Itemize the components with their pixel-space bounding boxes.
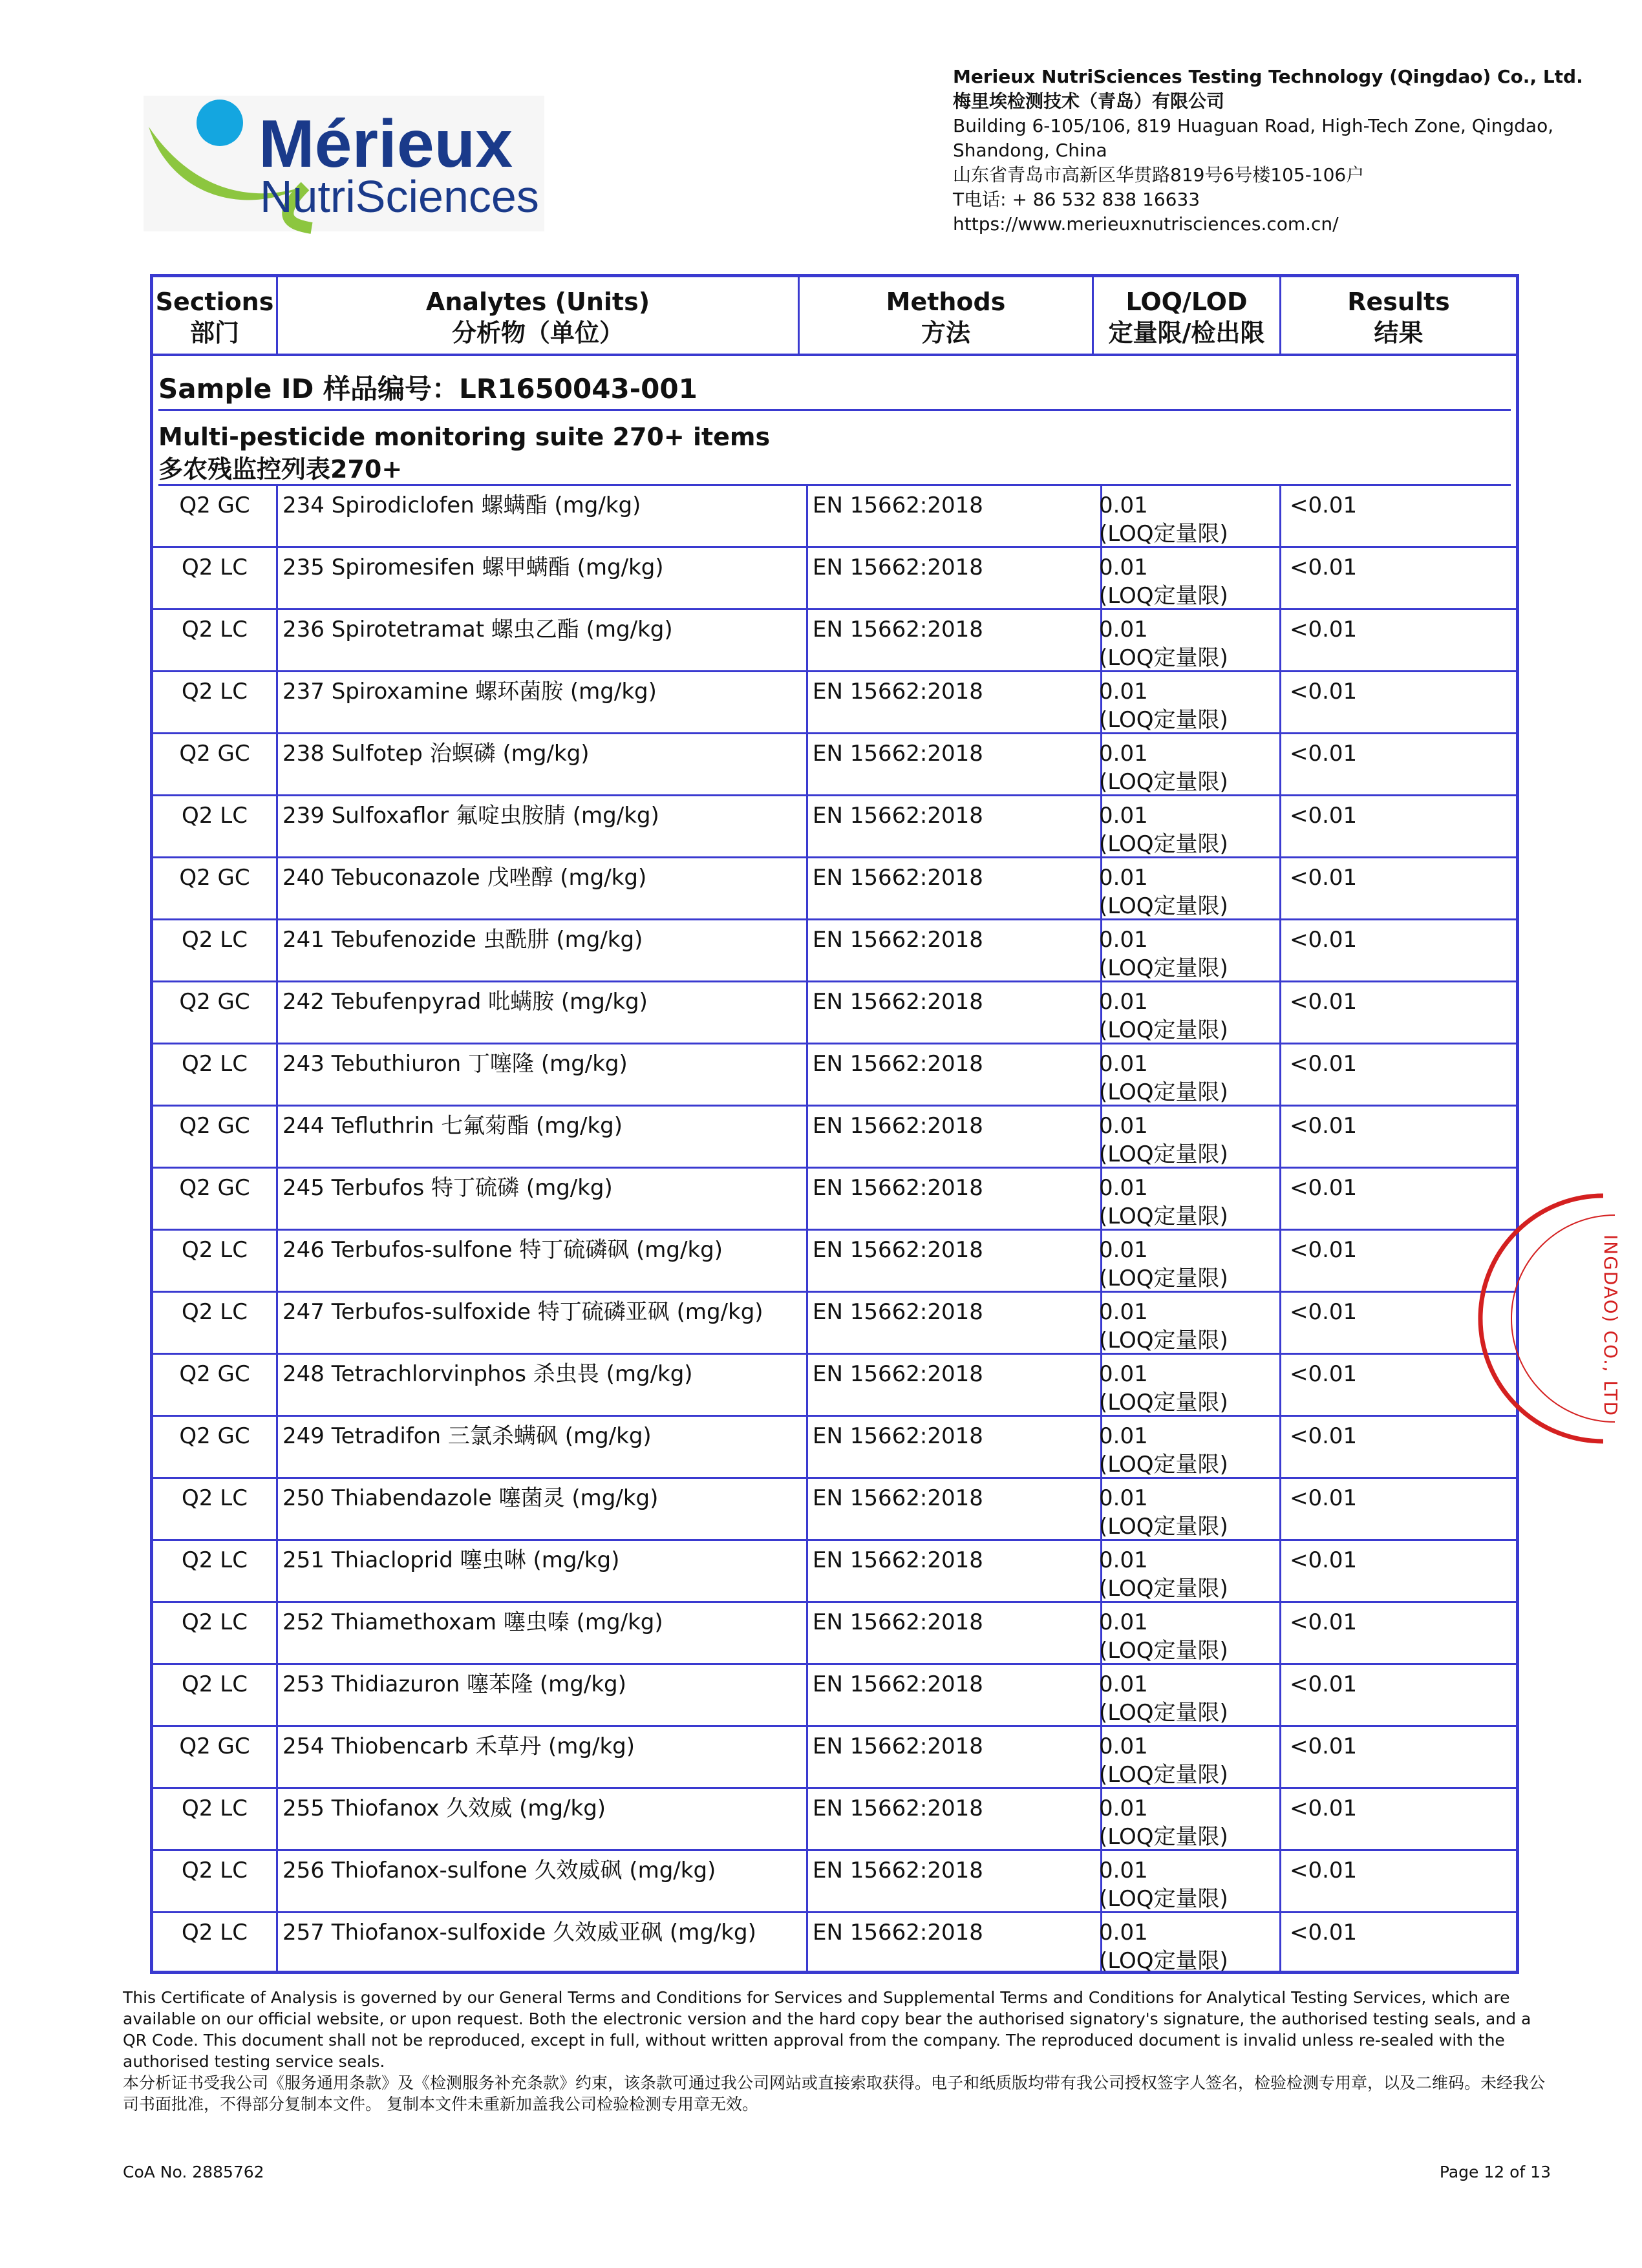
row-loq: 0.01 (LOQ定量限) [1099,1609,1228,1664]
row-loq: 0.01 (LOQ定量限) [1099,1920,1228,1974]
header-methods: Methods 方法 [886,288,1006,347]
row-analyte: 257 Thiofanox-sulfoxide 久效威亚砜 (mg/kg) [283,1920,756,1945]
company-address-en-2: Shandong, China [953,140,1107,161]
table-row [153,796,1516,858]
company-logo [144,96,544,231]
row-loq: 0.01 (LOQ定量限) [1099,1547,1228,1602]
row-loq: 0.01 (LOQ定量限) [1099,1299,1228,1353]
row-method: EN 15662:2018 [813,1175,983,1201]
row-loq: 0.01 (LOQ定量限) [1099,1796,1228,1850]
header-loq: LOQ/LOD 定量限/检出限 [1108,288,1265,347]
row-analyte: 247 Terbufos-sulfoxide 特丁硫磷亚砜 (mg/kg) [283,1299,763,1325]
table-row [153,982,1516,1044]
row-result: <0.01 [1290,1237,1358,1263]
table-row [153,1231,1516,1293]
row-method: EN 15662:2018 [813,679,983,705]
row-result: <0.01 [1290,1175,1358,1201]
testing-seal [1564,1189,1642,1448]
page-number: Page 12 of 13 [1439,2163,1551,2181]
row-section: Q2 LC [182,1920,248,1945]
table-row [153,672,1516,734]
logo-line1: Mérieux [259,107,513,182]
row-method: EN 15662:2018 [813,617,983,642]
row-analyte: 236 Spirotetramat 螺虫乙酯 (mg/kg) [283,617,673,642]
row-result: <0.01 [1290,1609,1358,1635]
row-analyte: 242 Tebufenpyrad 吡螨胺 (mg/kg) [283,989,648,1015]
row-section: Q2 GC [179,1113,250,1139]
row-loq: 0.01 (LOQ定量限) [1099,617,1228,671]
row-section: Q2 LC [182,1237,248,1263]
row-result: <0.01 [1290,617,1358,642]
row-loq: 0.01 (LOQ定量限) [1099,1237,1228,1291]
row-result: <0.01 [1290,1920,1358,1945]
logo-dot-icon [197,100,243,146]
row-section: Q2 LC [182,617,248,642]
row-analyte: 256 Thiofanox-sulfone 久效威砜 (mg/kg) [283,1858,716,1883]
table-row [153,1665,1516,1727]
row-analyte: 249 Tetradifon 三氯杀螨砜 (mg/kg) [283,1423,652,1449]
row-loq: 0.01 (LOQ定量限) [1099,803,1228,857]
table-row [153,1355,1516,1417]
row-result: <0.01 [1290,1051,1358,1077]
table-row [153,1107,1516,1169]
seal-text: INGDAO) CO., LTD [1600,1235,1621,1417]
company-address-cn: 山东省青岛市高新区华贯路819号6号楼105-106户 [953,164,1365,185]
table-row [153,1541,1516,1603]
row-method: EN 15662:2018 [813,555,983,580]
row-section: Q2 LC [182,1299,248,1325]
row-analyte: 238 Sulfotep 治螟磷 (mg/kg) [283,741,590,767]
row-method: EN 15662:2018 [813,803,983,829]
row-analyte: 240 Tebuconazole 戊唑醇 (mg/kg) [283,865,647,891]
row-loq: 0.01 (LOQ定量限) [1099,1175,1228,1229]
table-row [153,1789,1516,1851]
row-method: EN 15662:2018 [813,1485,983,1511]
row-section: Q2 GC [179,1423,250,1449]
row-analyte: 250 Thiabendazole 噻菌灵 (mg/kg) [283,1485,659,1511]
row-method: EN 15662:2018 [813,1858,983,1883]
header-analytes: Analytes (Units) 分析物（单位） [425,288,650,347]
row-loq: 0.01 (LOQ定量限) [1099,1361,1228,1415]
row-result: <0.01 [1290,555,1358,580]
row-result: <0.01 [1290,1858,1358,1883]
disclaimer-cn: 本分析证书受我公司《服务通用条款》及《检测服务补充条款》约束，该条款可通过我公司网站或直接索取获得。电子和纸质版均带有我公司授权签字人签名，检验检测专用章，以及二维码。未经我公司书面批准，不得部分复制本文件。 复制本文件未重新加盖我公司检验检测专用章无效。 [123,2073,1546,2114]
table-row [153,1417,1516,1479]
row-section: Q2 LC [182,1547,248,1573]
table-header [153,277,1516,356]
results-table [150,274,1519,1974]
row-section: Q2 LC [182,555,248,580]
row-method: EN 15662:2018 [813,865,983,891]
disclaimer [123,1987,1551,2115]
row-analyte: 246 Terbufos-sulfone 特丁硫磷砜 (mg/kg) [283,1237,723,1263]
row-section: Q2 LC [182,1858,248,1883]
row-section: Q2 LC [182,1051,248,1077]
row-method: EN 15662:2018 [813,1423,983,1449]
row-loq: 0.01 (LOQ定量限) [1099,1051,1228,1105]
row-analyte: 243 Tebuthiuron 丁噻隆 (mg/kg) [283,1051,628,1077]
row-analyte: 248 Tetrachlorvinphos 杀虫畏 (mg/kg) [283,1361,693,1387]
coa-number: CoA No. 2885762 [123,2163,264,2181]
company-name-en: Merieux NutriSciences Testing Technology (Qingdao) Co., Ltd. [953,66,1583,87]
row-result: <0.01 [1290,989,1358,1015]
table-row [153,1293,1516,1355]
header-sections: Sections 部门 [155,288,274,347]
table-body [153,486,1516,1975]
row-method: EN 15662:2018 [813,1113,983,1139]
row-loq: 0.01 (LOQ定量限) [1099,1733,1228,1788]
row-result: <0.01 [1290,1547,1358,1573]
row-section: Q2 LC [182,1671,248,1697]
company-address-en-1: Building 6-105/106, 819 Huaguan Road, High-Tech Zone, Qingdao, [953,115,1554,136]
suite-title: Multi-pesticide monitoring suite 270+ items 多农残监控列表270+ [158,423,771,483]
row-method: EN 15662:2018 [813,989,983,1015]
row-analyte: 234 Spirodiclofen 螺螨酯 (mg/kg) [283,493,641,518]
table-row [153,1913,1516,1975]
row-method: EN 15662:2018 [813,493,983,518]
row-result: <0.01 [1290,1299,1358,1325]
table-row [153,1603,1516,1665]
row-result: <0.01 [1290,1113,1358,1139]
table-row [153,734,1516,796]
table-row [153,920,1516,982]
row-result: <0.01 [1290,1361,1358,1387]
row-loq: 0.01 (LOQ定量限) [1099,927,1228,981]
row-analyte: 255 Thiofanox 久效威 (mg/kg) [283,1796,606,1821]
row-loq: 0.01 (LOQ定量限) [1099,1423,1228,1478]
row-loq: 0.01 (LOQ定量限) [1099,989,1228,1043]
row-method: EN 15662:2018 [813,1051,983,1077]
row-section: Q2 LC [182,679,248,705]
row-result: <0.01 [1290,679,1358,705]
row-method: EN 15662:2018 [813,1733,983,1759]
row-section: Q2 GC [179,741,250,767]
row-loq: 0.01 (LOQ定量限) [1099,1671,1228,1726]
row-result: <0.01 [1290,1733,1358,1759]
table-row [153,1169,1516,1231]
row-section: Q2 LC [182,1796,248,1821]
table-row [153,858,1516,920]
row-analyte: 252 Thiamethoxam 噻虫嗪 (mg/kg) [283,1609,663,1635]
row-method: EN 15662:2018 [813,1796,983,1821]
company-website[interactable]: https://www.merieuxnutrisciences.com.cn/ [953,213,1339,235]
row-method: EN 15662:2018 [813,927,983,953]
table-row [153,1479,1516,1541]
row-loq: 0.01 (LOQ定量限) [1099,679,1228,733]
row-result: <0.01 [1290,741,1358,767]
row-result: <0.01 [1290,493,1358,518]
row-loq: 0.01 (LOQ定量限) [1099,493,1228,547]
header-results: Results 结果 [1347,288,1450,347]
row-section: Q2 GC [179,989,250,1015]
row-analyte: 254 Thiobencarb 禾草丹 (mg/kg) [283,1733,635,1759]
row-analyte: 235 Spiromesifen 螺甲螨酯 (mg/kg) [283,555,664,580]
row-section: Q2 GC [179,493,250,518]
table-row [153,548,1516,610]
company-phone: T电话: + 86 532 838 16633 [953,189,1200,210]
company-name-cn: 梅里埃检测技术（青岛）有限公司 [953,90,1225,112]
row-section: Q2 LC [182,803,248,829]
row-analyte: 253 Thidiazuron 噻苯隆 (mg/kg) [283,1671,626,1697]
row-section: Q2 GC [179,1733,250,1759]
row-result: <0.01 [1290,927,1358,953]
row-loq: 0.01 (LOQ定量限) [1099,555,1228,609]
table-row [153,1727,1516,1789]
row-section: Q2 GC [179,1175,250,1201]
row-loq: 0.01 (LOQ定量限) [1099,1858,1228,1912]
row-section: Q2 GC [179,1361,250,1387]
row-method: EN 15662:2018 [813,1299,983,1325]
row-loq: 0.01 (LOQ定量限) [1099,741,1228,795]
row-method: EN 15662:2018 [813,1920,983,1945]
table-row [153,1044,1516,1107]
row-loq: 0.01 (LOQ定量限) [1099,865,1228,919]
row-result: <0.01 [1290,1796,1358,1821]
row-method: EN 15662:2018 [813,1547,983,1573]
row-section: Q2 LC [182,927,248,953]
row-loq: 0.01 (LOQ定量限) [1099,1113,1228,1167]
row-analyte: 245 Terbufos 特丁硫磷 (mg/kg) [283,1175,613,1201]
logo-line2: NutriSciences [260,171,539,222]
row-method: EN 15662:2018 [813,1671,983,1697]
row-loq: 0.01 (LOQ定量限) [1099,1485,1228,1540]
row-result: <0.01 [1290,865,1358,891]
row-section: Q2 LC [182,1485,248,1511]
row-result: <0.01 [1290,1671,1358,1697]
row-analyte: 237 Spiroxamine 螺环菌胺 (mg/kg) [283,679,657,705]
row-method: EN 15662:2018 [813,1237,983,1263]
row-analyte: 244 Tefluthrin 七氟菊酯 (mg/kg) [283,1113,623,1139]
company-info [953,65,1583,237]
row-result: <0.01 [1290,803,1358,829]
row-analyte: 239 Sulfoxaflor 氟啶虫胺腈 (mg/kg) [283,803,659,829]
row-section: Q2 GC [179,865,250,891]
table-row [153,486,1516,548]
table-row [153,1851,1516,1913]
row-result: <0.01 [1290,1485,1358,1511]
row-result: <0.01 [1290,1423,1358,1449]
table-row [153,610,1516,672]
row-analyte: 251 Thiacloprid 噻虫啉 (mg/kg) [283,1547,620,1573]
row-section: Q2 LC [182,1609,248,1635]
disclaimer-en: This Certificate of Analysis is governed by our General Terms and Conditions for Services and Supplemental Terms and Conditions for Analytical Testing Services, which are available on our official website, or upon request. Both the electronic version and the hard copy bear the authorised signatory's signature, the authorised testing seals, and a QR Code. This document shall not be reproduced, except in full, without written approval from the company. The reproduced document is invalid unless re-sealed with the authorised testing service seals. [123,1988,1531,2071]
row-analyte: 241 Tebufenozide 虫酰肼 (mg/kg) [283,927,643,953]
sample-id: Sample ID 样品编号：LR1650043-001 [158,373,698,405]
row-method: EN 15662:2018 [813,1609,983,1635]
row-method: EN 15662:2018 [813,741,983,767]
row-method: EN 15662:2018 [813,1361,983,1387]
